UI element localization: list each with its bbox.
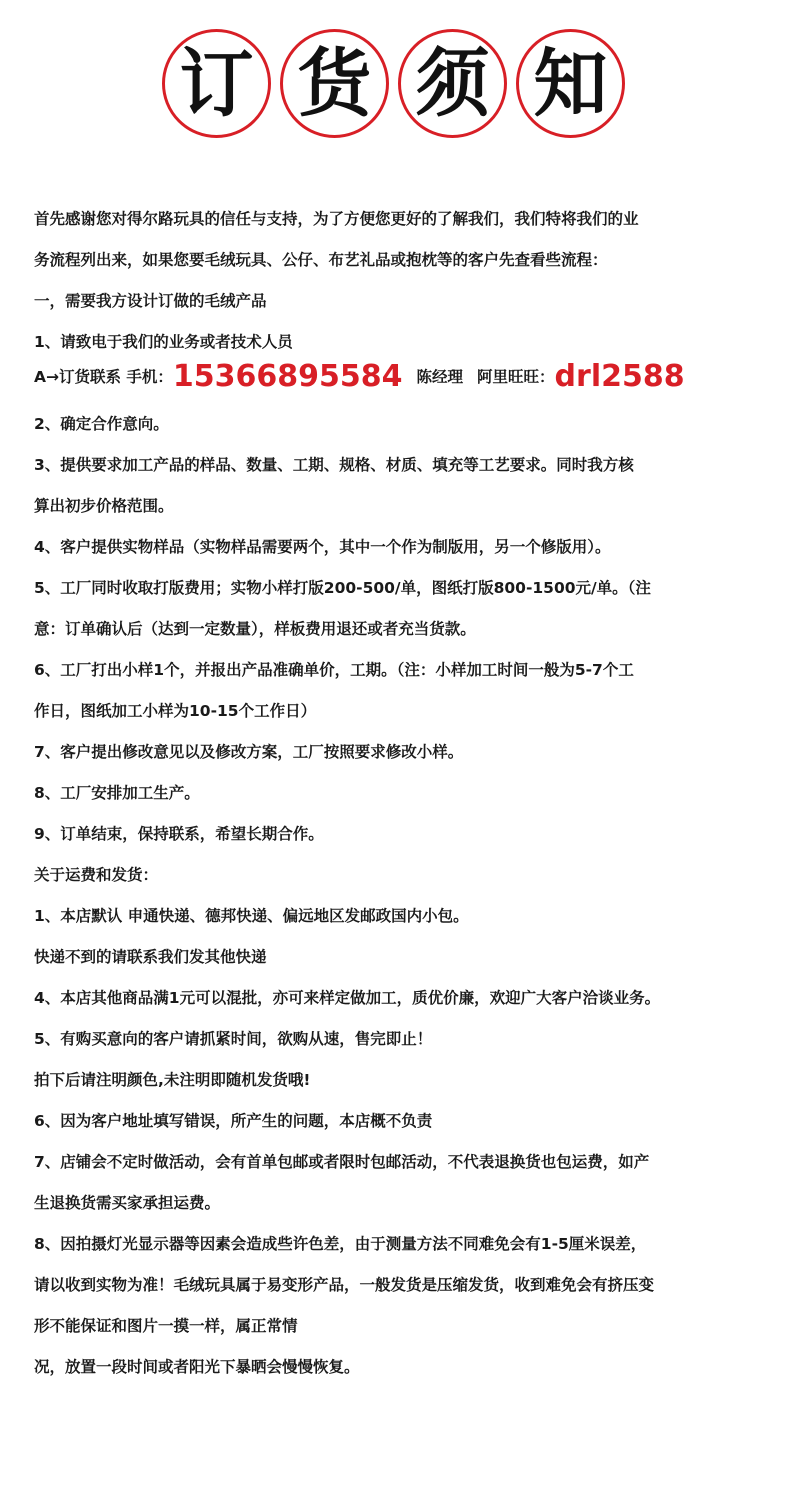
title-char: 订 xyxy=(179,40,254,127)
aliwangwang-id: drl2588 xyxy=(554,362,685,392)
aliwangwang-label: 阿里旺旺： xyxy=(477,368,555,386)
paragraph-line: 3、提供要求加工产品的样品、数量、工期、规格、材质、填充等工艺要求。同时我方核 xyxy=(34,456,634,474)
paragraph-line: 拍下后请注明颜色,未注明即随机发货哦! xyxy=(34,1071,311,1089)
contact-line xyxy=(34,362,685,392)
paragraph-line: 算出初步价格范围。 xyxy=(34,497,174,515)
paragraph-line: 4、本店其他商品满1元可以混批，亦可来样定做加工，质优价廉，欢迎广大客户洽谈业务。 xyxy=(34,989,661,1007)
paragraph-line: 作日，图纸加工小样为10-15个工作日） xyxy=(34,702,317,720)
title-char: 须 xyxy=(415,40,490,127)
paragraph-line: 6、因为客户地址填写错误，所产生的问题，本店概不负责 xyxy=(34,1112,433,1130)
paragraph-line: 1、本店默认 申通快递、德邦快递、偏远地区发邮政国内小包。 xyxy=(34,907,469,925)
paragraph-line: 1、请致电于我们的业务或者技术人员 xyxy=(34,333,293,351)
title-circle-3 xyxy=(398,29,507,138)
paragraph-line: 5、有购买意向的客户请抓紧时间，欲购从速，售完即止！ xyxy=(34,1030,433,1048)
paragraph-line: 8、因拍摄灯光显示器等因素会造成些许色差，由于测量方法不同难免会有1-5厘米误差， xyxy=(34,1235,647,1253)
paragraph-line: 快递不到的请联系我们发其他快递 xyxy=(34,948,267,966)
title-char: 货 xyxy=(297,40,372,127)
paragraph-line: 7、店铺会不定时做活动，会有首单包邮或者限时包邮活动，不代表退换货也包运费，如产 xyxy=(34,1153,650,1171)
paragraph-line: 意：订单确认后（达到一定数量），样板费用退还或者充当货款。 xyxy=(34,620,476,638)
title-banner xyxy=(162,29,632,144)
paragraph-line: 6、工厂打出小样1个，并报出产品准确单价，工期。（注：小样加工时间一般为5-7个工 xyxy=(34,661,634,679)
paragraph-line: 8、工厂安排加工生产。 xyxy=(34,784,200,802)
section-heading: 一，需要我方设计订做的毛绒产品 xyxy=(34,292,267,310)
contact-prefix: A→订货联系 手机： xyxy=(34,368,173,386)
contact-name: 陈经理 xyxy=(416,368,464,386)
paragraph-line: 生退换货需买家承担运费。 xyxy=(34,1194,221,1212)
paragraph-line: 形不能保证和图片一摸一样，属正常情 xyxy=(34,1317,298,1335)
phone-number: 15366895584 xyxy=(172,362,403,392)
title-circle-2 xyxy=(280,29,389,138)
paragraph-line: 5、工厂同时收取打版费用；实物小样打版200-500/单，图纸打版800-1500元/单。（注 xyxy=(34,579,651,597)
title-char: 知 xyxy=(533,40,608,127)
title-circle-1 xyxy=(162,29,271,138)
paragraph-line: 9、订单结束，保持联系，希望长期合作。 xyxy=(34,825,324,843)
paragraph-line: 2、确定合作意向。 xyxy=(34,415,169,433)
paragraph-line: 况，放置一段时间或者阳光下暴晒会慢慢恢复。 xyxy=(34,1358,360,1376)
paragraph-line: 首先感谢您对得尔路玩具的信任与支持，为了方便您更好的了解我们，我们特将我们的业 xyxy=(34,210,639,228)
paragraph-line: 请以收到实物为准！毛绒玩具属于易变形产品，一般发货是压缩发货，收到难免会有挤压变 xyxy=(34,1276,655,1294)
paragraph-line: 务流程列出来，如果您要毛绒玩具、公仔、布艺礼品或抱枕等的客户先查看些流程： xyxy=(34,251,608,269)
title-circle-4 xyxy=(516,29,625,138)
section-heading: 关于运费和发货： xyxy=(34,866,159,884)
paragraph-line: 7、客户提出修改意见以及修改方案，工厂按照要求修改小样。 xyxy=(34,743,464,761)
paragraph-line: 4、客户提供实物样品（实物样品需要两个，其中一个作为制版用，另一个修版用）。 xyxy=(34,538,611,556)
